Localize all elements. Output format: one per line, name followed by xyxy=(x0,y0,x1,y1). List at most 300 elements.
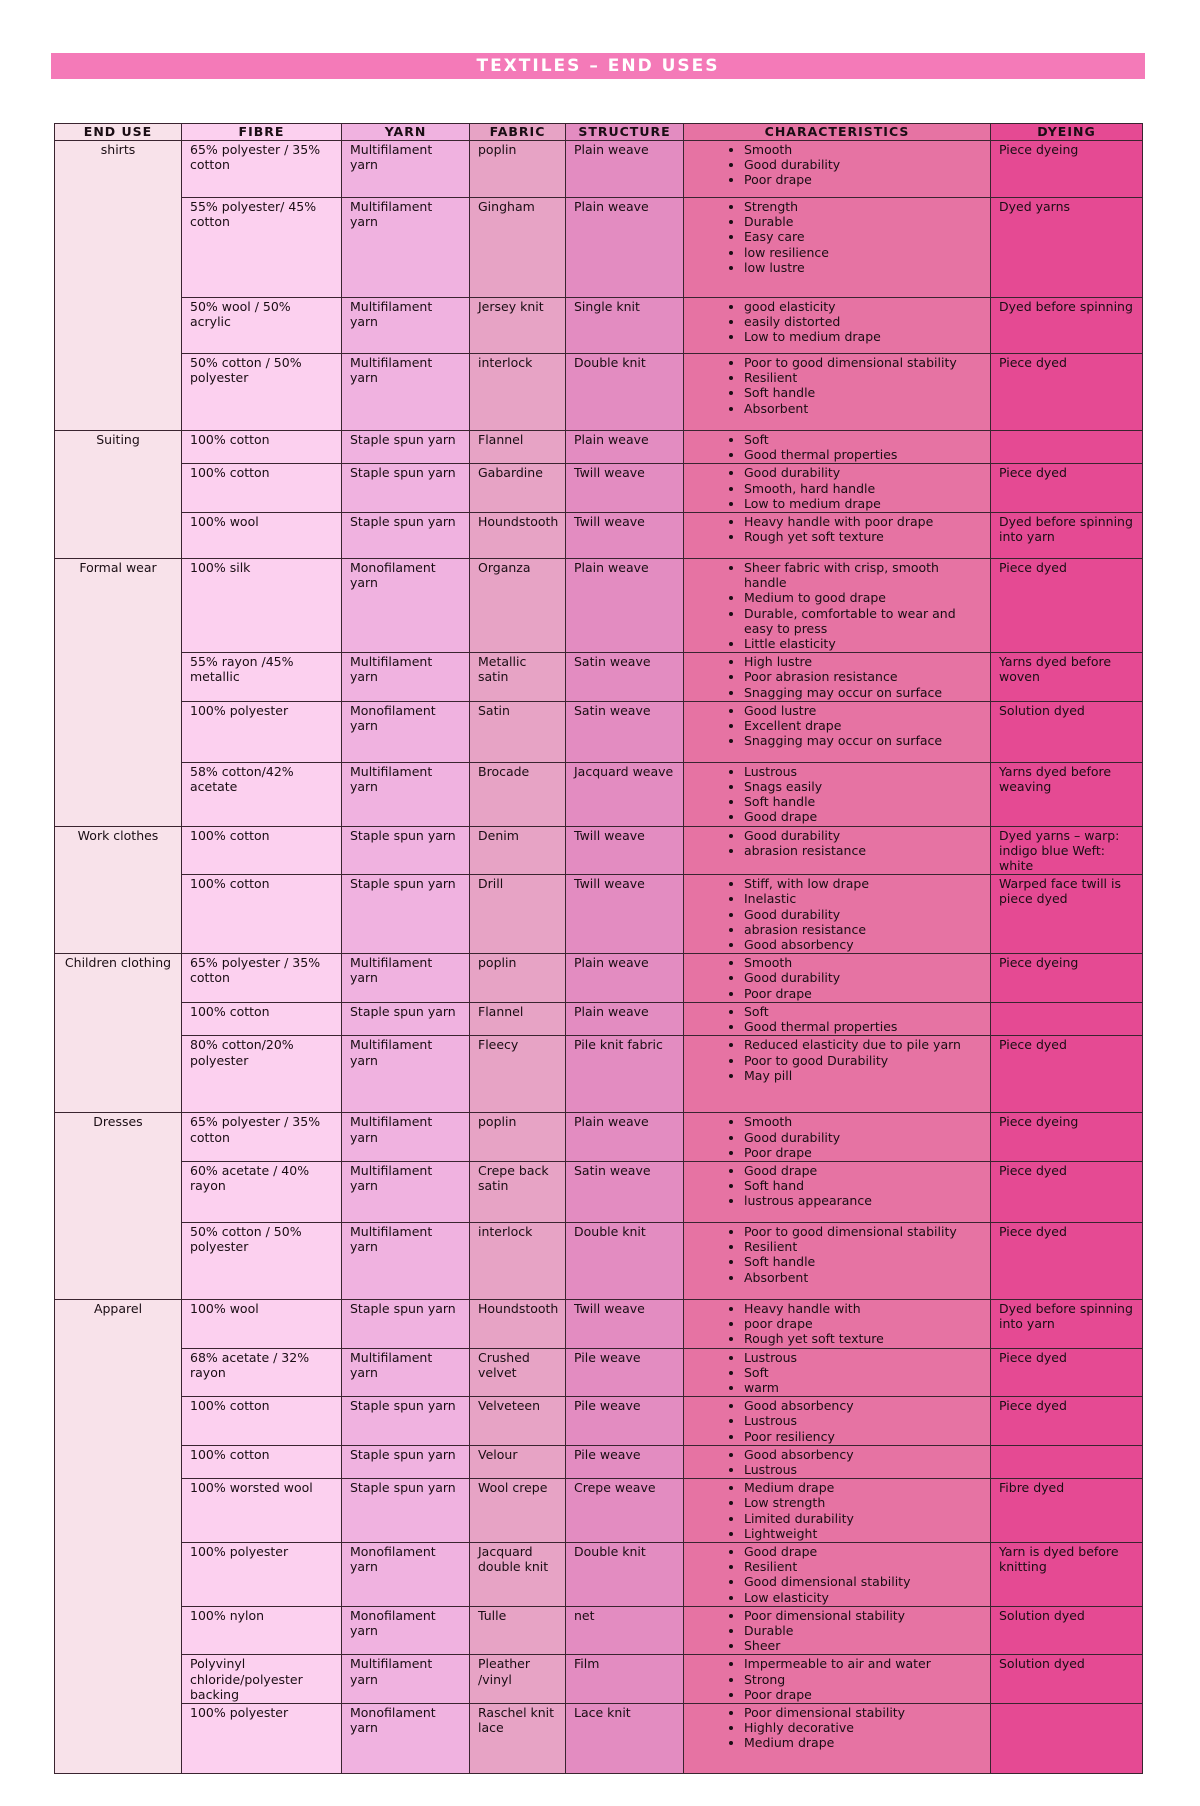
structure-cell: Jacquard weave xyxy=(566,762,684,826)
fabric-cell: Gingham xyxy=(470,198,566,298)
characteristic-item: • Resilient xyxy=(744,370,982,385)
characteristic-item: • Low strength xyxy=(744,1495,982,1510)
characteristics-cell xyxy=(684,1113,991,1162)
characteristics-list xyxy=(692,560,982,651)
characteristics-cell xyxy=(684,762,991,826)
table-row xyxy=(55,1161,1143,1222)
yarn-cell: Staple spun yarn xyxy=(342,464,470,513)
characteristic-item: • Poor dimensional stability xyxy=(744,1705,982,1720)
fibre-cell: 100% polyester xyxy=(182,701,342,762)
characteristic-item: • May pill xyxy=(744,1068,982,1083)
characteristic-item: • Poor drape xyxy=(744,986,982,1001)
structure-cell: Plain weave xyxy=(566,141,684,198)
yarn-cell: Multifilament yarn xyxy=(342,298,470,354)
characteristic-item: • Durable xyxy=(744,1623,982,1638)
fibre-cell: 100% polyester xyxy=(182,1703,342,1773)
yarn-cell: Multifilament yarn xyxy=(342,1161,470,1222)
characteristics-list xyxy=(692,142,982,188)
characteristic-item: • Sheer fabric with crisp, smooth handle xyxy=(744,560,982,590)
yarn-cell: Staple spun yarn xyxy=(342,1002,470,1035)
fibre-cell: 60% acetate / 40% rayon xyxy=(182,1161,342,1222)
fibre-cell: 100% cotton xyxy=(182,826,342,875)
fabric-cell: poplin xyxy=(470,141,566,198)
characteristic-item: • Smooth xyxy=(744,1114,982,1129)
characteristic-item: • Soft handle xyxy=(744,385,982,400)
structure-cell: Pile knit fabric xyxy=(566,1036,684,1113)
characteristics-cell xyxy=(684,141,991,198)
dyeing-cell: Piece dyed xyxy=(991,1348,1143,1397)
yarn-cell: Monofilament yarn xyxy=(342,1606,470,1655)
characteristic-item: • Good absorbency xyxy=(744,1447,982,1462)
fibre-cell: 80% cotton/20% polyester xyxy=(182,1036,342,1113)
characteristic-item: • Poor drape xyxy=(744,172,982,187)
characteristic-item: • Durable xyxy=(744,214,982,229)
structure-cell: Lace knit xyxy=(566,1703,684,1773)
dyeing-cell xyxy=(991,431,1143,464)
yarn-cell: Staple spun yarn xyxy=(342,513,470,559)
characteristic-item: • Easy care xyxy=(744,229,982,244)
structure-cell: Plain weave xyxy=(566,1113,684,1162)
characteristic-item: • Strong xyxy=(744,1672,982,1687)
characteristics-cell xyxy=(684,1703,991,1773)
table-row xyxy=(55,1542,1143,1606)
characteristic-item: • Poor to good dimensional stability xyxy=(744,1224,982,1239)
fibre-cell: 50% cotton / 50% polyester xyxy=(182,1222,342,1299)
fibre-cell: 100% cotton xyxy=(182,875,342,954)
table-row xyxy=(55,1036,1143,1113)
characteristic-item: • Lustrous xyxy=(744,764,982,779)
characteristic-item: • Good durability xyxy=(744,828,982,843)
characteristics-cell xyxy=(684,1002,991,1035)
structure-cell: Satin weave xyxy=(566,1161,684,1222)
fibre-cell: 100% cotton xyxy=(182,464,342,513)
table-body xyxy=(55,141,1143,1774)
table-row xyxy=(55,513,1143,559)
structure-cell: Double knit xyxy=(566,1222,684,1299)
fibre-cell: 65% polyester / 35% cotton xyxy=(182,141,342,198)
characteristic-item: • Stiff, with low drape xyxy=(744,876,982,891)
characteristics-cell xyxy=(684,653,991,702)
characteristics-cell xyxy=(684,875,991,954)
characteristics-list xyxy=(692,355,982,416)
fibre-cell: 100% cotton xyxy=(182,1397,342,1446)
characteristics-list xyxy=(692,199,982,275)
characteristics-list xyxy=(692,1163,982,1209)
fibre-cell: Polyvinyl chloride/polyester backing xyxy=(182,1655,342,1704)
fabric-cell: Fleecy xyxy=(470,1036,566,1113)
fabric-cell: Brocade xyxy=(470,762,566,826)
characteristics-cell xyxy=(684,826,991,875)
yarn-cell: Staple spun yarn xyxy=(342,1445,470,1478)
table-row xyxy=(55,141,1143,198)
fibre-cell: 100% cotton xyxy=(182,1445,342,1478)
characteristic-item: • Good durability xyxy=(744,1130,982,1145)
fibre-cell: 50% wool / 50% acrylic xyxy=(182,298,342,354)
characteristics-list xyxy=(692,1656,982,1702)
yarn-cell: Multifilament yarn xyxy=(342,1113,470,1162)
structure-cell: Plain weave xyxy=(566,198,684,298)
fabric-cell: Crushed velvet xyxy=(470,1348,566,1397)
characteristics-cell xyxy=(684,431,991,464)
structure-cell: Plain weave xyxy=(566,559,684,653)
characteristics-cell xyxy=(684,1606,991,1655)
characteristic-item: • Soft xyxy=(744,1365,982,1380)
characteristics-cell xyxy=(684,559,991,653)
characteristic-item: • easily distorted xyxy=(744,314,982,329)
characteristic-item: • Soft xyxy=(744,432,982,447)
fabric-cell: Denim xyxy=(470,826,566,875)
dyeing-cell: Fibre dyed xyxy=(991,1479,1143,1543)
characteristic-item: • Good durability xyxy=(744,465,982,480)
characteristic-item: • low lustre xyxy=(744,260,982,275)
fibre-cell: 100% worsted wool xyxy=(182,1479,342,1543)
yarn-cell: Monofilament yarn xyxy=(342,1703,470,1773)
table-row xyxy=(55,431,1143,464)
structure-cell: Satin weave xyxy=(566,653,684,702)
characteristics-cell xyxy=(684,513,991,559)
table-row xyxy=(55,701,1143,762)
dyeing-cell xyxy=(991,1002,1143,1035)
fabric-cell: Flannel xyxy=(470,431,566,464)
structure-cell: Twill weave xyxy=(566,513,684,559)
characteristics-list xyxy=(692,1398,982,1444)
yarn-cell: Multifilament yarn xyxy=(342,198,470,298)
fabric-cell: Tulle xyxy=(470,1606,566,1655)
structure-cell: Pile weave xyxy=(566,1348,684,1397)
dyeing-cell xyxy=(991,1445,1143,1478)
structure-cell: Plain weave xyxy=(566,1002,684,1035)
fibre-cell: 65% polyester / 35% cotton xyxy=(182,1113,342,1162)
structure-cell: Double knit xyxy=(566,1542,684,1606)
characteristic-item: • Resilient xyxy=(744,1239,982,1254)
table-row xyxy=(55,762,1143,826)
characteristics-cell xyxy=(684,298,991,354)
fibre-cell: 58% cotton/42% acetate xyxy=(182,762,342,826)
dyeing-cell: Piece dyeing xyxy=(991,141,1143,198)
characteristic-item: • Smooth xyxy=(744,142,982,157)
end-use-cell: shirts xyxy=(55,141,182,431)
yarn-cell: Staple spun yarn xyxy=(342,431,470,464)
fibre-cell: 100% polyester xyxy=(182,1542,342,1606)
characteristic-item: • Absorbent xyxy=(744,1270,982,1285)
fabric-cell: Satin xyxy=(470,701,566,762)
yarn-cell: Staple spun yarn xyxy=(342,826,470,875)
yarn-cell: Multifilament yarn xyxy=(342,1222,470,1299)
characteristic-item: • Rough yet soft texture xyxy=(744,1331,982,1346)
characteristic-item: • Lustrous xyxy=(744,1350,982,1365)
end-use-cell: Children clothing xyxy=(55,954,182,1113)
structure-cell: Twill weave xyxy=(566,1299,684,1348)
dyeing-cell: Dyed before spinning xyxy=(991,298,1143,354)
table-row xyxy=(55,875,1143,954)
characteristics-list xyxy=(692,465,982,511)
characteristic-item: • Good dimensional stability xyxy=(744,1574,982,1589)
characteristic-item: • Low to medium drape xyxy=(744,496,982,511)
fibre-cell: 100% wool xyxy=(182,1299,342,1348)
characteristic-item: • Good thermal properties xyxy=(744,1019,982,1034)
table-row xyxy=(55,1479,1143,1543)
characteristic-item: • Impermeable to air and water xyxy=(744,1656,982,1671)
yarn-cell: Multifilament yarn xyxy=(342,141,470,198)
characteristics-list xyxy=(692,299,982,345)
structure-cell: Twill weave xyxy=(566,875,684,954)
dyeing-cell: Piece dyeing xyxy=(991,1113,1143,1162)
characteristic-item: • Soft handle xyxy=(744,794,982,809)
characteristic-item: • Good thermal properties xyxy=(744,447,982,462)
fabric-cell: Crepe back satin xyxy=(470,1161,566,1222)
characteristics-cell xyxy=(684,1348,991,1397)
characteristic-item: • Medium drape xyxy=(744,1735,982,1750)
fabric-cell: Jacquard double knit xyxy=(470,1542,566,1606)
fabric-cell: Metallic satin xyxy=(470,653,566,702)
structure-cell: Satin weave xyxy=(566,701,684,762)
end-uses-table xyxy=(54,123,1143,1774)
fabric-cell: Houndstooth xyxy=(470,513,566,559)
fibre-cell: 55% polyester/ 45% cotton xyxy=(182,198,342,298)
yarn-cell: Staple spun yarn xyxy=(342,1397,470,1446)
header-dyeing: DYEING xyxy=(991,124,1143,141)
dyeing-cell: Dyed before spinning into yarn xyxy=(991,1299,1143,1348)
yarn-cell: Monofilament yarn xyxy=(342,701,470,762)
characteristic-item: • Inelastic xyxy=(744,891,982,906)
characteristic-item: • Rough yet soft texture xyxy=(744,529,982,544)
characteristics-list xyxy=(692,764,982,825)
characteristics-cell xyxy=(684,701,991,762)
header-end-use: END USE xyxy=(55,124,182,141)
dyeing-cell: Yarns dyed before weaving xyxy=(991,762,1143,826)
fabric-cell: Velveteen xyxy=(470,1397,566,1446)
characteristics-cell xyxy=(684,1479,991,1543)
characteristics-cell xyxy=(684,1161,991,1222)
characteristics-list xyxy=(692,1301,982,1347)
structure-cell: net xyxy=(566,1606,684,1655)
dyeing-cell: Yarns dyed before woven xyxy=(991,653,1143,702)
characteristic-item: • Good absorbency xyxy=(744,1398,982,1413)
table-row xyxy=(55,1445,1143,1478)
end-use-cell: Dresses xyxy=(55,1113,182,1300)
table-row xyxy=(55,198,1143,298)
characteristic-item: • Medium to good drape xyxy=(744,590,982,605)
dyeing-cell: Dyed yarns – warp: indigo blue Weft: white xyxy=(991,826,1143,875)
characteristics-list xyxy=(692,1447,982,1477)
characteristic-item: • Good absorbency xyxy=(744,937,982,952)
title-banner xyxy=(51,53,1145,79)
characteristics-cell xyxy=(684,954,991,1003)
characteristic-item: • Good drape xyxy=(744,809,982,824)
fibre-cell: 100% nylon xyxy=(182,1606,342,1655)
dyeing-cell xyxy=(991,1703,1143,1773)
characteristics-cell xyxy=(684,354,991,431)
dyeing-cell: Yarn is dyed before knitting xyxy=(991,1542,1143,1606)
fabric-cell: Pleather /vinyl xyxy=(470,1655,566,1704)
characteristic-item: • Soft hand xyxy=(744,1178,982,1193)
fibre-cell: 100% cotton xyxy=(182,431,342,464)
characteristics-list xyxy=(692,1037,982,1083)
table-row xyxy=(55,1397,1143,1446)
end-use-cell: Formal wear xyxy=(55,559,182,827)
characteristics-cell xyxy=(684,1542,991,1606)
dyeing-cell: Dyed yarns xyxy=(991,198,1143,298)
characteristic-item: • low resilience xyxy=(744,245,982,260)
yarn-cell: Multifilament yarn xyxy=(342,653,470,702)
characteristic-item: • good elasticity xyxy=(744,299,982,314)
characteristic-item: • Sheer xyxy=(744,1638,982,1653)
structure-cell: Pile weave xyxy=(566,1445,684,1478)
table-row xyxy=(55,464,1143,513)
header-row xyxy=(55,124,1143,141)
characteristics-list xyxy=(692,432,982,462)
page-title: TEXTILES – END USES xyxy=(476,56,720,76)
fibre-cell: 65% polyester / 35% cotton xyxy=(182,954,342,1003)
table-row xyxy=(55,1655,1143,1704)
characteristic-item: • poor drape xyxy=(744,1316,982,1331)
fibre-cell: 100% wool xyxy=(182,513,342,559)
dyeing-cell: Piece dyeing xyxy=(991,954,1143,1003)
structure-cell: Twill weave xyxy=(566,464,684,513)
characteristics-list xyxy=(692,1544,982,1605)
fabric-cell: Gabardine xyxy=(470,464,566,513)
characteristic-item: • Snagging may occur on surface xyxy=(744,685,982,700)
characteristics-list xyxy=(692,1480,982,1541)
characteristics-list xyxy=(692,1350,982,1396)
characteristic-item: • Good drape xyxy=(744,1544,982,1559)
dyeing-cell: Piece dyed xyxy=(991,1036,1143,1113)
characteristic-item: • Soft handle xyxy=(744,1254,982,1269)
dyeing-cell: Piece dyed xyxy=(991,1161,1143,1222)
yarn-cell: Multifilament yarn xyxy=(342,954,470,1003)
characteristics-list xyxy=(692,1114,982,1160)
fibre-cell: 68% acetate / 32% rayon xyxy=(182,1348,342,1397)
dyeing-cell: Piece dyed xyxy=(991,1397,1143,1446)
dyeing-cell: Piece dyed xyxy=(991,354,1143,431)
dyeing-cell: Warped face twill is piece dyed xyxy=(991,875,1143,954)
fabric-cell: Drill xyxy=(470,875,566,954)
characteristic-item: • Poor resiliency xyxy=(744,1429,982,1444)
characteristics-cell xyxy=(684,1445,991,1478)
characteristic-item: • Good durability xyxy=(744,970,982,985)
characteristics-cell xyxy=(684,1655,991,1704)
fibre-cell: 100% cotton xyxy=(182,1002,342,1035)
structure-cell: Single knit xyxy=(566,298,684,354)
characteristic-item: • Good lustre xyxy=(744,703,982,718)
characteristic-item: • Snags easily xyxy=(744,779,982,794)
fabric-cell: Organza xyxy=(470,559,566,653)
yarn-cell: Monofilament yarn xyxy=(342,1542,470,1606)
fabric-cell: interlock xyxy=(470,354,566,431)
characteristics-cell xyxy=(684,1036,991,1113)
fibre-cell: 100% silk xyxy=(182,559,342,653)
dyeing-cell: Piece dyed xyxy=(991,464,1143,513)
fibre-cell: 50% cotton / 50% polyester xyxy=(182,354,342,431)
characteristic-item: • warm xyxy=(744,1380,982,1395)
structure-cell: Pile weave xyxy=(566,1397,684,1446)
characteristic-item: • lustrous appearance xyxy=(744,1193,982,1208)
table-row xyxy=(55,1606,1143,1655)
characteristics-cell xyxy=(684,1299,991,1348)
characteristic-item: • Poor dimensional stability xyxy=(744,1608,982,1623)
fabric-cell: Raschel knit lace xyxy=(470,1703,566,1773)
structure-cell: Plain weave xyxy=(566,954,684,1003)
characteristics-list xyxy=(692,828,982,858)
characteristic-item: • Good drape xyxy=(744,1163,982,1178)
table-row xyxy=(55,298,1143,354)
fabric-cell: Flannel xyxy=(470,1002,566,1035)
characteristic-item: • Smooth xyxy=(744,955,982,970)
fibre-cell: 55% rayon /45% metallic xyxy=(182,653,342,702)
characteristics-list xyxy=(692,1705,982,1751)
characteristics-list xyxy=(692,654,982,700)
yarn-cell: Multifilament yarn xyxy=(342,762,470,826)
dyeing-cell: Piece dyed xyxy=(991,1222,1143,1299)
table-row xyxy=(55,1348,1143,1397)
characteristic-item: • Poor drape xyxy=(744,1145,982,1160)
dyeing-cell: Solution dyed xyxy=(991,1606,1143,1655)
yarn-cell: Staple spun yarn xyxy=(342,1479,470,1543)
fabric-cell: poplin xyxy=(470,954,566,1003)
end-use-cell: Work clothes xyxy=(55,826,182,954)
characteristic-item: • Durable, comfortable to wear and easy to press xyxy=(744,606,982,636)
characteristic-item: • Snagging may occur on surface xyxy=(744,733,982,748)
characteristics-list xyxy=(692,514,982,544)
characteristic-item: • Good durability xyxy=(744,907,982,922)
characteristics-list xyxy=(692,876,982,952)
end-use-cell: Apparel xyxy=(55,1299,182,1773)
structure-cell: Double knit xyxy=(566,354,684,431)
characteristics-list xyxy=(692,955,982,1001)
characteristic-item: • Lightweight xyxy=(744,1526,982,1541)
characteristic-item: • Reduced elasticity due to pile yarn xyxy=(744,1037,982,1052)
header-yarn: YARN xyxy=(342,124,470,141)
characteristic-item: • Lustrous xyxy=(744,1413,982,1428)
yarn-cell: Multifilament yarn xyxy=(342,354,470,431)
dyeing-cell: Dyed before spinning into yarn xyxy=(991,513,1143,559)
yarn-cell: Staple spun yarn xyxy=(342,1299,470,1348)
table-row xyxy=(55,653,1143,702)
characteristic-item: • Resilient xyxy=(744,1559,982,1574)
characteristic-item: • abrasion resistance xyxy=(744,922,982,937)
structure-cell: Crepe weave xyxy=(566,1479,684,1543)
characteristic-item: • Highly decorative xyxy=(744,1720,982,1735)
header-fibre: FIBRE xyxy=(182,124,342,141)
characteristic-item: • Medium drape xyxy=(744,1480,982,1495)
fabric-cell: Wool crepe xyxy=(470,1479,566,1543)
yarn-cell: Staple spun yarn xyxy=(342,875,470,954)
characteristic-item: • High lustre xyxy=(744,654,982,669)
characteristic-item: • Little elasticity xyxy=(744,636,982,651)
characteristic-item: • Good durability xyxy=(744,157,982,172)
fabric-cell: Jersey knit xyxy=(470,298,566,354)
table-row xyxy=(55,826,1143,875)
yarn-cell: Multifilament yarn xyxy=(342,1036,470,1113)
fabric-cell: Velour xyxy=(470,1445,566,1478)
structure-cell: Twill weave xyxy=(566,826,684,875)
characteristic-item: • Low elasticity xyxy=(744,1590,982,1605)
characteristic-item: • Absorbent xyxy=(744,401,982,416)
yarn-cell: Multifilament yarn xyxy=(342,1348,470,1397)
characteristic-item: • Poor to good Durability xyxy=(744,1053,982,1068)
characteristics-list xyxy=(692,1608,982,1654)
characteristics-cell xyxy=(684,198,991,298)
fabric-cell: poplin xyxy=(470,1113,566,1162)
end-use-cell: Suiting xyxy=(55,431,182,559)
characteristics-list xyxy=(692,703,982,749)
characteristics-list xyxy=(692,1224,982,1285)
table-row xyxy=(55,1703,1143,1773)
table-row xyxy=(55,559,1143,653)
dyeing-cell: Piece dyed xyxy=(991,559,1143,653)
characteristic-item: • Heavy handle with poor drape xyxy=(744,514,982,529)
table-row xyxy=(55,1299,1143,1348)
